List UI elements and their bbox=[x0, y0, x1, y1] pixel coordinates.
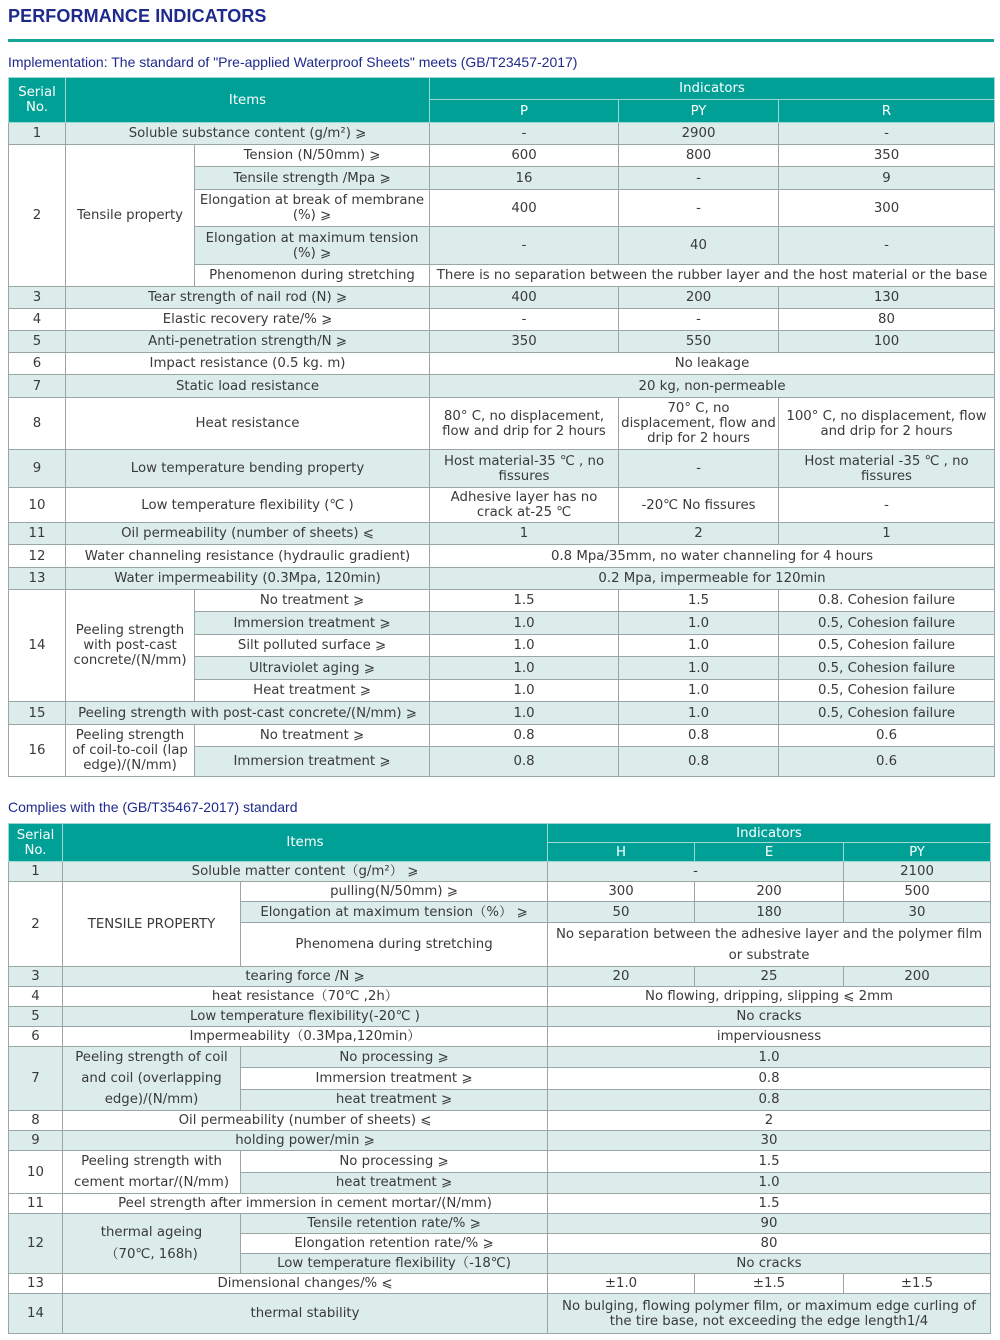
item-cell: Elongation at maximum tension (%) ⩾ bbox=[195, 227, 430, 265]
item-cell: Elongation at maximum tension（%） ⩾ bbox=[241, 902, 548, 923]
serial-cell: 9 bbox=[9, 1131, 63, 1151]
item-cell: Impermeability（0.3Mpa,120min） bbox=[63, 1027, 548, 1047]
value-cell: 100° C, no displacement, flow and drip for 2 hours bbox=[779, 398, 995, 450]
table-row bbox=[9, 590, 995, 612]
value-cell: 1.0 bbox=[619, 657, 779, 680]
item-cell: Static load resistance bbox=[66, 375, 430, 398]
value-cell: 0.8. Cohesion failure bbox=[779, 590, 995, 612]
merged-value-cell: 0.2 Mpa, impermeable for 120min bbox=[430, 568, 995, 590]
value-cell: - bbox=[430, 227, 619, 265]
group-cell: thermal ageing（70℃, 168h) bbox=[63, 1214, 241, 1274]
serial-cell: 13 bbox=[9, 568, 66, 590]
value-cell: 100 bbox=[779, 331, 995, 353]
merged-value-cell: 1.5 bbox=[548, 1151, 991, 1173]
item-cell: Low temperature flexibility (℃ ) bbox=[66, 488, 430, 523]
merged-value-cell: 20 kg, non-permeable bbox=[430, 375, 995, 398]
item-cell: Low temperature bending property bbox=[66, 450, 430, 488]
item-cell: Immersion treatment ⩾ bbox=[195, 747, 430, 777]
table1 bbox=[8, 77, 995, 777]
merged-value-cell: 1.5 bbox=[548, 1194, 991, 1214]
value-cell: 1.0 bbox=[430, 657, 619, 680]
table-row bbox=[9, 375, 995, 398]
value-cell: 0.5, Cohesion failure bbox=[779, 635, 995, 657]
serial-cell: 11 bbox=[9, 1194, 63, 1214]
value-cell: 0.6 bbox=[779, 747, 995, 777]
column-header-py: PY bbox=[619, 100, 779, 123]
value-cell: 0.8 bbox=[430, 747, 619, 777]
table-row bbox=[9, 1194, 991, 1214]
item-cell: thermal stability bbox=[63, 1294, 548, 1334]
item-cell: heat treatment ⩾ bbox=[241, 1172, 548, 1194]
item-cell: Dimensional changes/% ⩽ bbox=[63, 1274, 548, 1294]
column-header-r: R bbox=[779, 100, 995, 123]
table-row bbox=[9, 702, 995, 725]
value-cell: Host material-35 ℃ , no fissures bbox=[430, 450, 619, 488]
table-row bbox=[9, 331, 995, 353]
serial-no-header: Serial No. bbox=[9, 78, 66, 123]
value-cell: - bbox=[779, 123, 995, 145]
serial-cell: 1 bbox=[9, 123, 66, 145]
merged-value-cell: No cracks bbox=[548, 1254, 991, 1274]
value-cell: 200 bbox=[695, 882, 844, 902]
table1-caption: Implementation: The standard of "Pre-applied Waterproof Sheets" meets (GB/T23457-2017) bbox=[8, 54, 578, 70]
value-cell: - bbox=[779, 488, 995, 523]
indicators-header: Indicators bbox=[430, 78, 995, 100]
value-cell: - bbox=[779, 227, 995, 265]
item-cell: Immersion treatment ⩾ bbox=[241, 1068, 548, 1089]
merged-value-cell: No cracks bbox=[548, 1007, 991, 1027]
table-row bbox=[9, 450, 995, 488]
value-cell: 1.0 bbox=[619, 702, 779, 725]
column-header-p: P bbox=[430, 100, 619, 123]
value-cell: 1.0 bbox=[619, 680, 779, 702]
serial-cell: 2 bbox=[9, 882, 63, 967]
item-cell: Elastic recovery rate/% ⩾ bbox=[66, 309, 430, 331]
value-cell: 2100 bbox=[844, 862, 991, 882]
value-cell: 25 bbox=[695, 967, 844, 987]
merged-value-cell: - bbox=[548, 862, 844, 882]
merged-value-cell: 0.8 Mpa/35mm, no water channeling for 4 hours bbox=[430, 545, 995, 568]
serial-cell: 14 bbox=[9, 590, 66, 702]
item-cell: holding power/min ⩾ bbox=[63, 1131, 548, 1151]
value-cell: 800 bbox=[619, 145, 779, 167]
table2 bbox=[8, 823, 991, 1334]
value-cell: -20℃ No fissures bbox=[619, 488, 779, 523]
item-cell: Heat treatment ⩾ bbox=[195, 680, 430, 702]
value-cell: 0.5, Cohesion failure bbox=[779, 680, 995, 702]
page-title: PERFORMANCE INDICATORS bbox=[8, 6, 267, 26]
item-cell: Heat resistance bbox=[66, 398, 430, 450]
table-row bbox=[9, 987, 991, 1007]
value-cell: 40 bbox=[619, 227, 779, 265]
group-cell: Peeling strength of coil-to-coil (lap edge)/(N/mm) bbox=[66, 725, 195, 777]
item-cell: pulling(N/50mm) ⩾ bbox=[241, 882, 548, 902]
value-cell: - bbox=[430, 123, 619, 145]
value-cell: 200 bbox=[619, 287, 779, 309]
serial-cell: 10 bbox=[9, 1151, 63, 1194]
value-cell: 50 bbox=[548, 902, 695, 923]
value-cell: 300 bbox=[548, 882, 695, 902]
merged-value-cell: 90 bbox=[548, 1214, 991, 1234]
serial-cell: 12 bbox=[9, 1214, 63, 1274]
serial-cell: 6 bbox=[9, 1027, 63, 1047]
item-cell: heat treatment ⩾ bbox=[241, 1089, 548, 1110]
value-cell: - bbox=[430, 309, 619, 331]
item-cell: Soluble matter content（g/m²） ⩾ bbox=[63, 862, 548, 882]
value-cell: 1.0 bbox=[430, 680, 619, 702]
merged-value-cell: 1.0 bbox=[548, 1172, 991, 1194]
table-row bbox=[9, 1007, 991, 1027]
value-cell: Host material -35 ℃ , no fissures bbox=[779, 450, 995, 488]
serial-no-header: Serial No. bbox=[9, 824, 63, 862]
table-row bbox=[9, 725, 995, 747]
items-header: Items bbox=[66, 78, 430, 123]
serial-cell: 16 bbox=[9, 725, 66, 777]
value-cell: 180 bbox=[695, 902, 844, 923]
group-cell: TENSILE PROPERTY bbox=[63, 882, 241, 967]
item-cell: Tension (N/50mm) ⩾ bbox=[195, 145, 430, 167]
serial-cell: 2 bbox=[9, 145, 66, 287]
merged-value-cell: No flowing, dripping, slipping ⩽ 2mm bbox=[548, 987, 991, 1007]
value-cell: ±1.5 bbox=[844, 1274, 991, 1294]
value-cell: 70° C, no displacement, flow and drip for 2 hours bbox=[619, 398, 779, 450]
table-row bbox=[9, 398, 995, 450]
value-cell: 2900 bbox=[619, 123, 779, 145]
item-cell: Tensile strength /Mpa ⩾ bbox=[195, 167, 430, 190]
value-cell: 400 bbox=[430, 287, 619, 309]
serial-cell: 14 bbox=[9, 1294, 63, 1334]
value-cell: 350 bbox=[779, 145, 995, 167]
item-cell: tearing force /N ⩾ bbox=[63, 967, 548, 987]
item-cell: Soluble substance content (g/m²) ⩾ bbox=[66, 123, 430, 145]
table-row bbox=[9, 1294, 991, 1334]
value-cell: 500 bbox=[844, 882, 991, 902]
table-row bbox=[9, 1214, 991, 1234]
value-cell: 1.5 bbox=[430, 590, 619, 612]
serial-cell: 9 bbox=[9, 450, 66, 488]
value-cell: 0.8 bbox=[619, 725, 779, 747]
table2-caption: Complies with the (GB/T35467-2017) standard bbox=[8, 799, 298, 815]
serial-cell: 4 bbox=[9, 309, 66, 331]
value-cell: 1.0 bbox=[619, 612, 779, 635]
value-cell: 200 bbox=[844, 967, 991, 987]
table-row bbox=[9, 1111, 991, 1131]
value-cell: 30 bbox=[844, 902, 991, 923]
merged-value-cell: 80 bbox=[548, 1234, 991, 1254]
item-cell: Tensile retention rate/% ⩾ bbox=[241, 1214, 548, 1234]
item-cell: Impact resistance (0.5 kg. m) bbox=[66, 353, 430, 375]
item-cell: Water impermeability (0.3Mpa, 120min) bbox=[66, 568, 430, 590]
item-cell: Low temperature flexibility（-18℃) bbox=[241, 1254, 548, 1274]
column-header-e: E bbox=[695, 843, 844, 862]
value-cell: 130 bbox=[779, 287, 995, 309]
table-row bbox=[9, 353, 995, 375]
value-cell: 600 bbox=[430, 145, 619, 167]
merged-value-cell: 0.8 bbox=[548, 1068, 991, 1089]
serial-cell: 1 bbox=[9, 862, 63, 882]
item-cell: Phenomenon during stretching bbox=[195, 265, 430, 287]
serial-cell: 15 bbox=[9, 702, 66, 725]
merged-value-cell: 2 bbox=[548, 1111, 991, 1131]
value-cell: 1.5 bbox=[619, 590, 779, 612]
table-row bbox=[9, 309, 995, 331]
value-cell: 1.0 bbox=[619, 635, 779, 657]
item-cell: Low temperature flexibility(-20℃ ) bbox=[63, 1007, 548, 1027]
item-cell: Tear strength of nail rod (N) ⩾ bbox=[66, 287, 430, 309]
serial-cell: 8 bbox=[9, 1111, 63, 1131]
value-cell: - bbox=[619, 167, 779, 190]
value-cell: 0.5, Cohesion failure bbox=[779, 612, 995, 635]
serial-cell: 5 bbox=[9, 1007, 63, 1027]
table-row bbox=[9, 1274, 991, 1294]
group-cell: Tensile property bbox=[66, 145, 195, 287]
value-cell: 20 bbox=[548, 967, 695, 987]
merged-value-cell: 30 bbox=[548, 1131, 991, 1151]
item-cell: Water channeling resistance (hydraulic gradient) bbox=[66, 545, 430, 568]
table-row bbox=[9, 568, 995, 590]
value-cell: 9 bbox=[779, 167, 995, 190]
table-row bbox=[9, 488, 995, 523]
serial-cell: 10 bbox=[9, 488, 66, 523]
group-cell: Peeling strength with post-cast concrete/(N/mm) bbox=[66, 590, 195, 702]
item-cell: Oil permeability (number of sheets) ⩽ bbox=[63, 1111, 548, 1131]
value-cell: 1 bbox=[779, 523, 995, 545]
value-cell: 0.6 bbox=[779, 725, 995, 747]
value-cell: - bbox=[619, 309, 779, 331]
table-row bbox=[9, 545, 995, 568]
serial-cell: 6 bbox=[9, 353, 66, 375]
value-cell: 550 bbox=[619, 331, 779, 353]
indicators-header: Indicators bbox=[548, 824, 991, 843]
merged-value-cell: 1.0 bbox=[548, 1047, 991, 1068]
table-row bbox=[9, 287, 995, 309]
serial-cell: 11 bbox=[9, 523, 66, 545]
value-cell: ±1.0 bbox=[548, 1274, 695, 1294]
value-cell: 350 bbox=[430, 331, 619, 353]
table-row bbox=[9, 523, 995, 545]
serial-cell: 4 bbox=[9, 987, 63, 1007]
group-cell: Peeling strength with cement mortar/(N/mm) bbox=[63, 1151, 241, 1194]
item-cell: Ultraviolet aging ⩾ bbox=[195, 657, 430, 680]
item-cell: Silt polluted surface ⩾ bbox=[195, 635, 430, 657]
serial-cell: 7 bbox=[9, 375, 66, 398]
table-row bbox=[9, 1047, 991, 1068]
serial-cell: 3 bbox=[9, 967, 63, 987]
value-cell: 0.8 bbox=[430, 725, 619, 747]
value-cell: - bbox=[619, 450, 779, 488]
item-cell: Immersion treatment ⩾ bbox=[195, 612, 430, 635]
value-cell: 0.5, Cohesion failure bbox=[779, 702, 995, 725]
item-cell: Oil permeability (number of sheets) ⩽ bbox=[66, 523, 430, 545]
item-cell: No processing ⩾ bbox=[241, 1151, 548, 1173]
value-cell: 80 bbox=[779, 309, 995, 331]
column-header-py: PY bbox=[844, 843, 991, 862]
value-cell: 16 bbox=[430, 167, 619, 190]
table-row bbox=[9, 1027, 991, 1047]
column-header-h: H bbox=[548, 843, 695, 862]
value-cell: 400 bbox=[430, 190, 619, 227]
value-cell: 2 bbox=[619, 523, 779, 545]
serial-cell: 3 bbox=[9, 287, 66, 309]
merged-value-cell: 0.8 bbox=[548, 1089, 991, 1110]
merged-value-cell: No leakage bbox=[430, 353, 995, 375]
merged-value-cell: No bulging, flowing polymer film, or maximum edge curling of the tire base, not exceeding the edge length1/4 bbox=[548, 1294, 991, 1334]
title-divider bbox=[8, 39, 994, 42]
value-cell: 1.0 bbox=[430, 612, 619, 635]
item-cell: Elongation at break of membrane (%) ⩾ bbox=[195, 190, 430, 227]
value-cell: Adhesive layer has no crack at-25 ℃ bbox=[430, 488, 619, 523]
table-row bbox=[9, 123, 995, 145]
table-row bbox=[9, 967, 991, 987]
serial-cell: 7 bbox=[9, 1047, 63, 1111]
serial-cell: 12 bbox=[9, 545, 66, 568]
item-cell: Peel strength after immersion in cement mortar/(N/mm) bbox=[63, 1194, 548, 1214]
merged-value-cell: No separation between the adhesive layer and the polymer film or substrate bbox=[548, 923, 991, 967]
item-cell: No processing ⩾ bbox=[241, 1047, 548, 1068]
group-cell: Peeling strength of coil and coil (overlapping edge)/(N/mm) bbox=[63, 1047, 241, 1111]
value-cell: ±1.5 bbox=[695, 1274, 844, 1294]
value-cell: 0.8 bbox=[619, 747, 779, 777]
value-cell: 80° C, no displacement, flow and drip for 2 hours bbox=[430, 398, 619, 450]
value-cell: 0.5, Cohesion failure bbox=[779, 657, 995, 680]
value-cell: 300 bbox=[779, 190, 995, 227]
table-row bbox=[9, 145, 995, 167]
item-cell: Anti-penetration strength/N ⩾ bbox=[66, 331, 430, 353]
item-cell: Phenomena during stretching bbox=[241, 923, 548, 967]
item-cell: Elongation retention rate/% ⩾ bbox=[241, 1234, 548, 1254]
item-cell: No treatment ⩾ bbox=[195, 725, 430, 747]
table-row bbox=[9, 1131, 991, 1151]
item-cell: No treatment ⩾ bbox=[195, 590, 430, 612]
items-header: Items bbox=[63, 824, 548, 862]
serial-cell: 8 bbox=[9, 398, 66, 450]
value-cell: 1 bbox=[430, 523, 619, 545]
merged-value-cell: There is no separation between the rubber layer and the host material or the base bbox=[430, 265, 995, 287]
merged-value-cell: imperviousness bbox=[548, 1027, 991, 1047]
value-cell: - bbox=[619, 190, 779, 227]
value-cell: 1.0 bbox=[430, 635, 619, 657]
serial-cell: 13 bbox=[9, 1274, 63, 1294]
table-row bbox=[9, 1151, 991, 1173]
table-row bbox=[9, 862, 991, 882]
table-row bbox=[9, 882, 991, 902]
item-cell: heat resistance（70℃ ,2h） bbox=[63, 987, 548, 1007]
serial-cell: 5 bbox=[9, 331, 66, 353]
item-cell: Peeling strength with post-cast concrete/(N/mm) ⩾ bbox=[66, 702, 430, 725]
value-cell: 1.0 bbox=[430, 702, 619, 725]
